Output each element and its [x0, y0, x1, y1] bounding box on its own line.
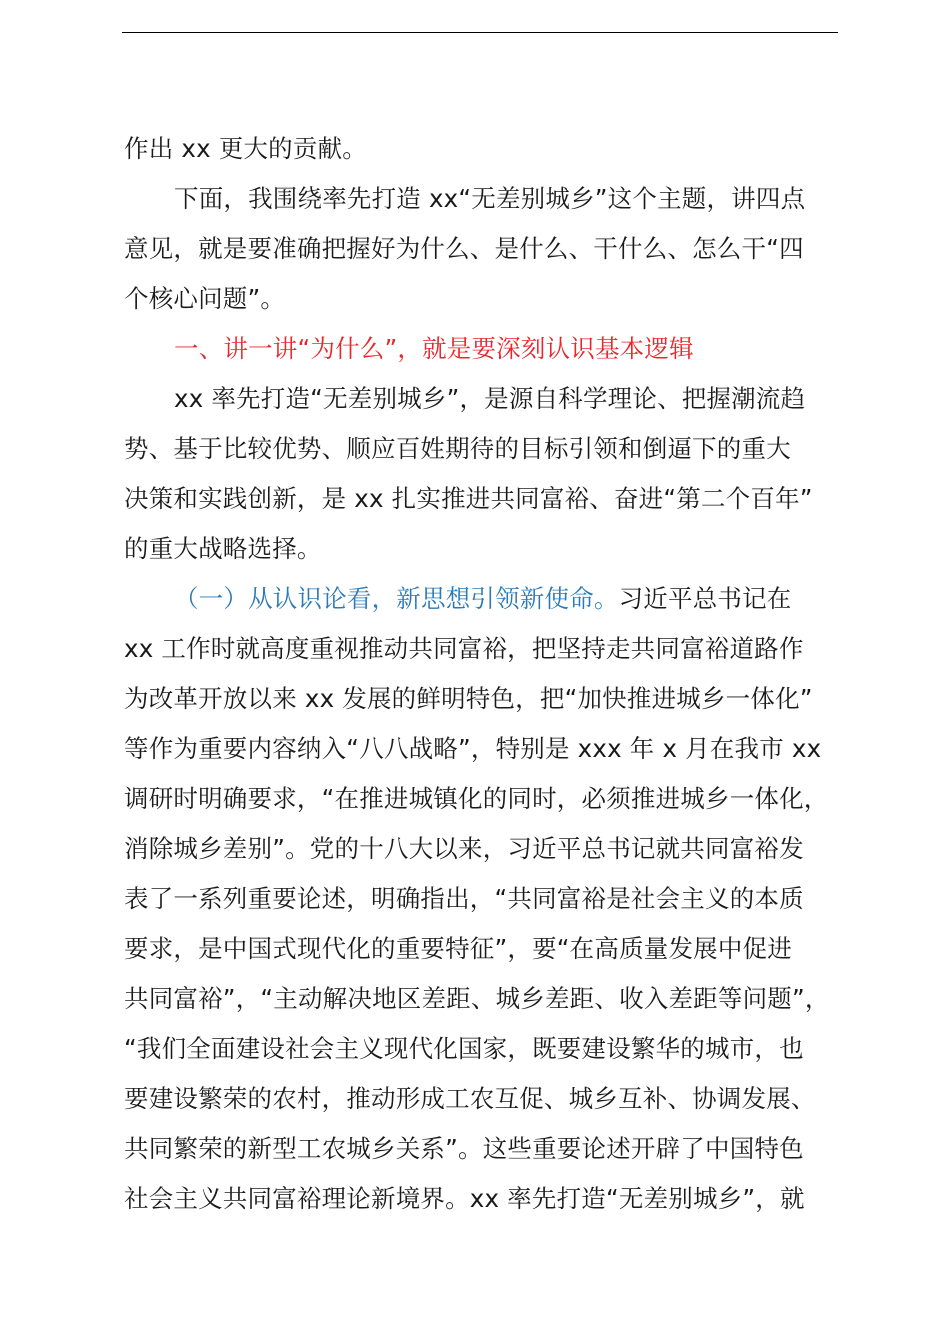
- paragraph-line: 为改革开放以来 xx 发展的鲜明特色，把“加快推进城乡一体化”: [124, 684, 813, 713]
- subsection-heading: （一）从认识论看，新思想引领新使命。: [174, 584, 619, 613]
- paragraph-line: 意见，就是要准确把握好为什么、是什么、干什么、怎么干“四: [124, 234, 804, 263]
- header-rule: [122, 32, 838, 33]
- paragraph-line: 表了一系列重要论述，明确指出，“共同富裕是社会主义的本质: [124, 884, 804, 913]
- paragraph-line: 个核心问题”。: [124, 284, 286, 313]
- paragraph-line: 要求，是中国式现代化的重要特征”，要“在高质量发展中促进: [124, 934, 792, 963]
- section-heading: 一、讲一讲“为什么”，就是要深刻认识基本逻辑: [174, 334, 694, 363]
- paragraph-line: [174, 584, 914, 614]
- paragraph-line: 共同富裕”，“主动解决地区差距、城乡差距、收入差距等问题”，: [124, 984, 830, 1013]
- paragraph-line: 作出 xx 更大的贡献。: [124, 134, 367, 163]
- paragraph-line: “我们全面建设社会主义现代化国家，既要建设繁华的城市，也: [124, 1034, 804, 1063]
- paragraph-line: 要建设繁荣的农村，推动形成工农互促、城乡互补、协调发展、: [124, 1084, 816, 1113]
- paragraph-line: 的重大战略选择。: [124, 534, 322, 563]
- paragraph-line: 等作为重要内容纳入“八八战略”，特别是 xxx 年 x 月在我市 xx: [124, 734, 822, 763]
- paragraph-line: 消除城乡差别”。党的十八大以来，习近平总书记就共同富裕发: [124, 834, 804, 863]
- paragraph-line: xx 工作时就高度重视推动共同富裕，把坚持走共同富裕道路作: [124, 634, 804, 663]
- paragraph-line: 下面，我围绕率先打造 xx“无差别城乡”这个主题，讲四点: [174, 184, 806, 213]
- paragraph-line: 共同繁荣的新型工农城乡关系”。这些重要论述开辟了中国特色: [124, 1134, 804, 1163]
- paragraph-line: 社会主义共同富裕理论新境界。xx 率先打造“无差别城乡”，就: [124, 1184, 805, 1213]
- paragraph-line: 决策和实践创新，是 xx 扎实推进共同富裕、奋进“第二个百年”: [124, 484, 813, 513]
- paragraph-line: 调研时明确要求，“在推进城镇化的同时，必须推进城乡一体化，: [124, 784, 829, 813]
- paragraph-line: xx 率先打造“无差别城乡”，是源自科学理论、把握潮流趋: [174, 384, 806, 413]
- paragraph-line: 势、基于比较优势、顺应百姓期待的目标引领和倒逼下的重大: [124, 434, 791, 463]
- paragraph-text: 习近平总书记在: [618, 584, 792, 613]
